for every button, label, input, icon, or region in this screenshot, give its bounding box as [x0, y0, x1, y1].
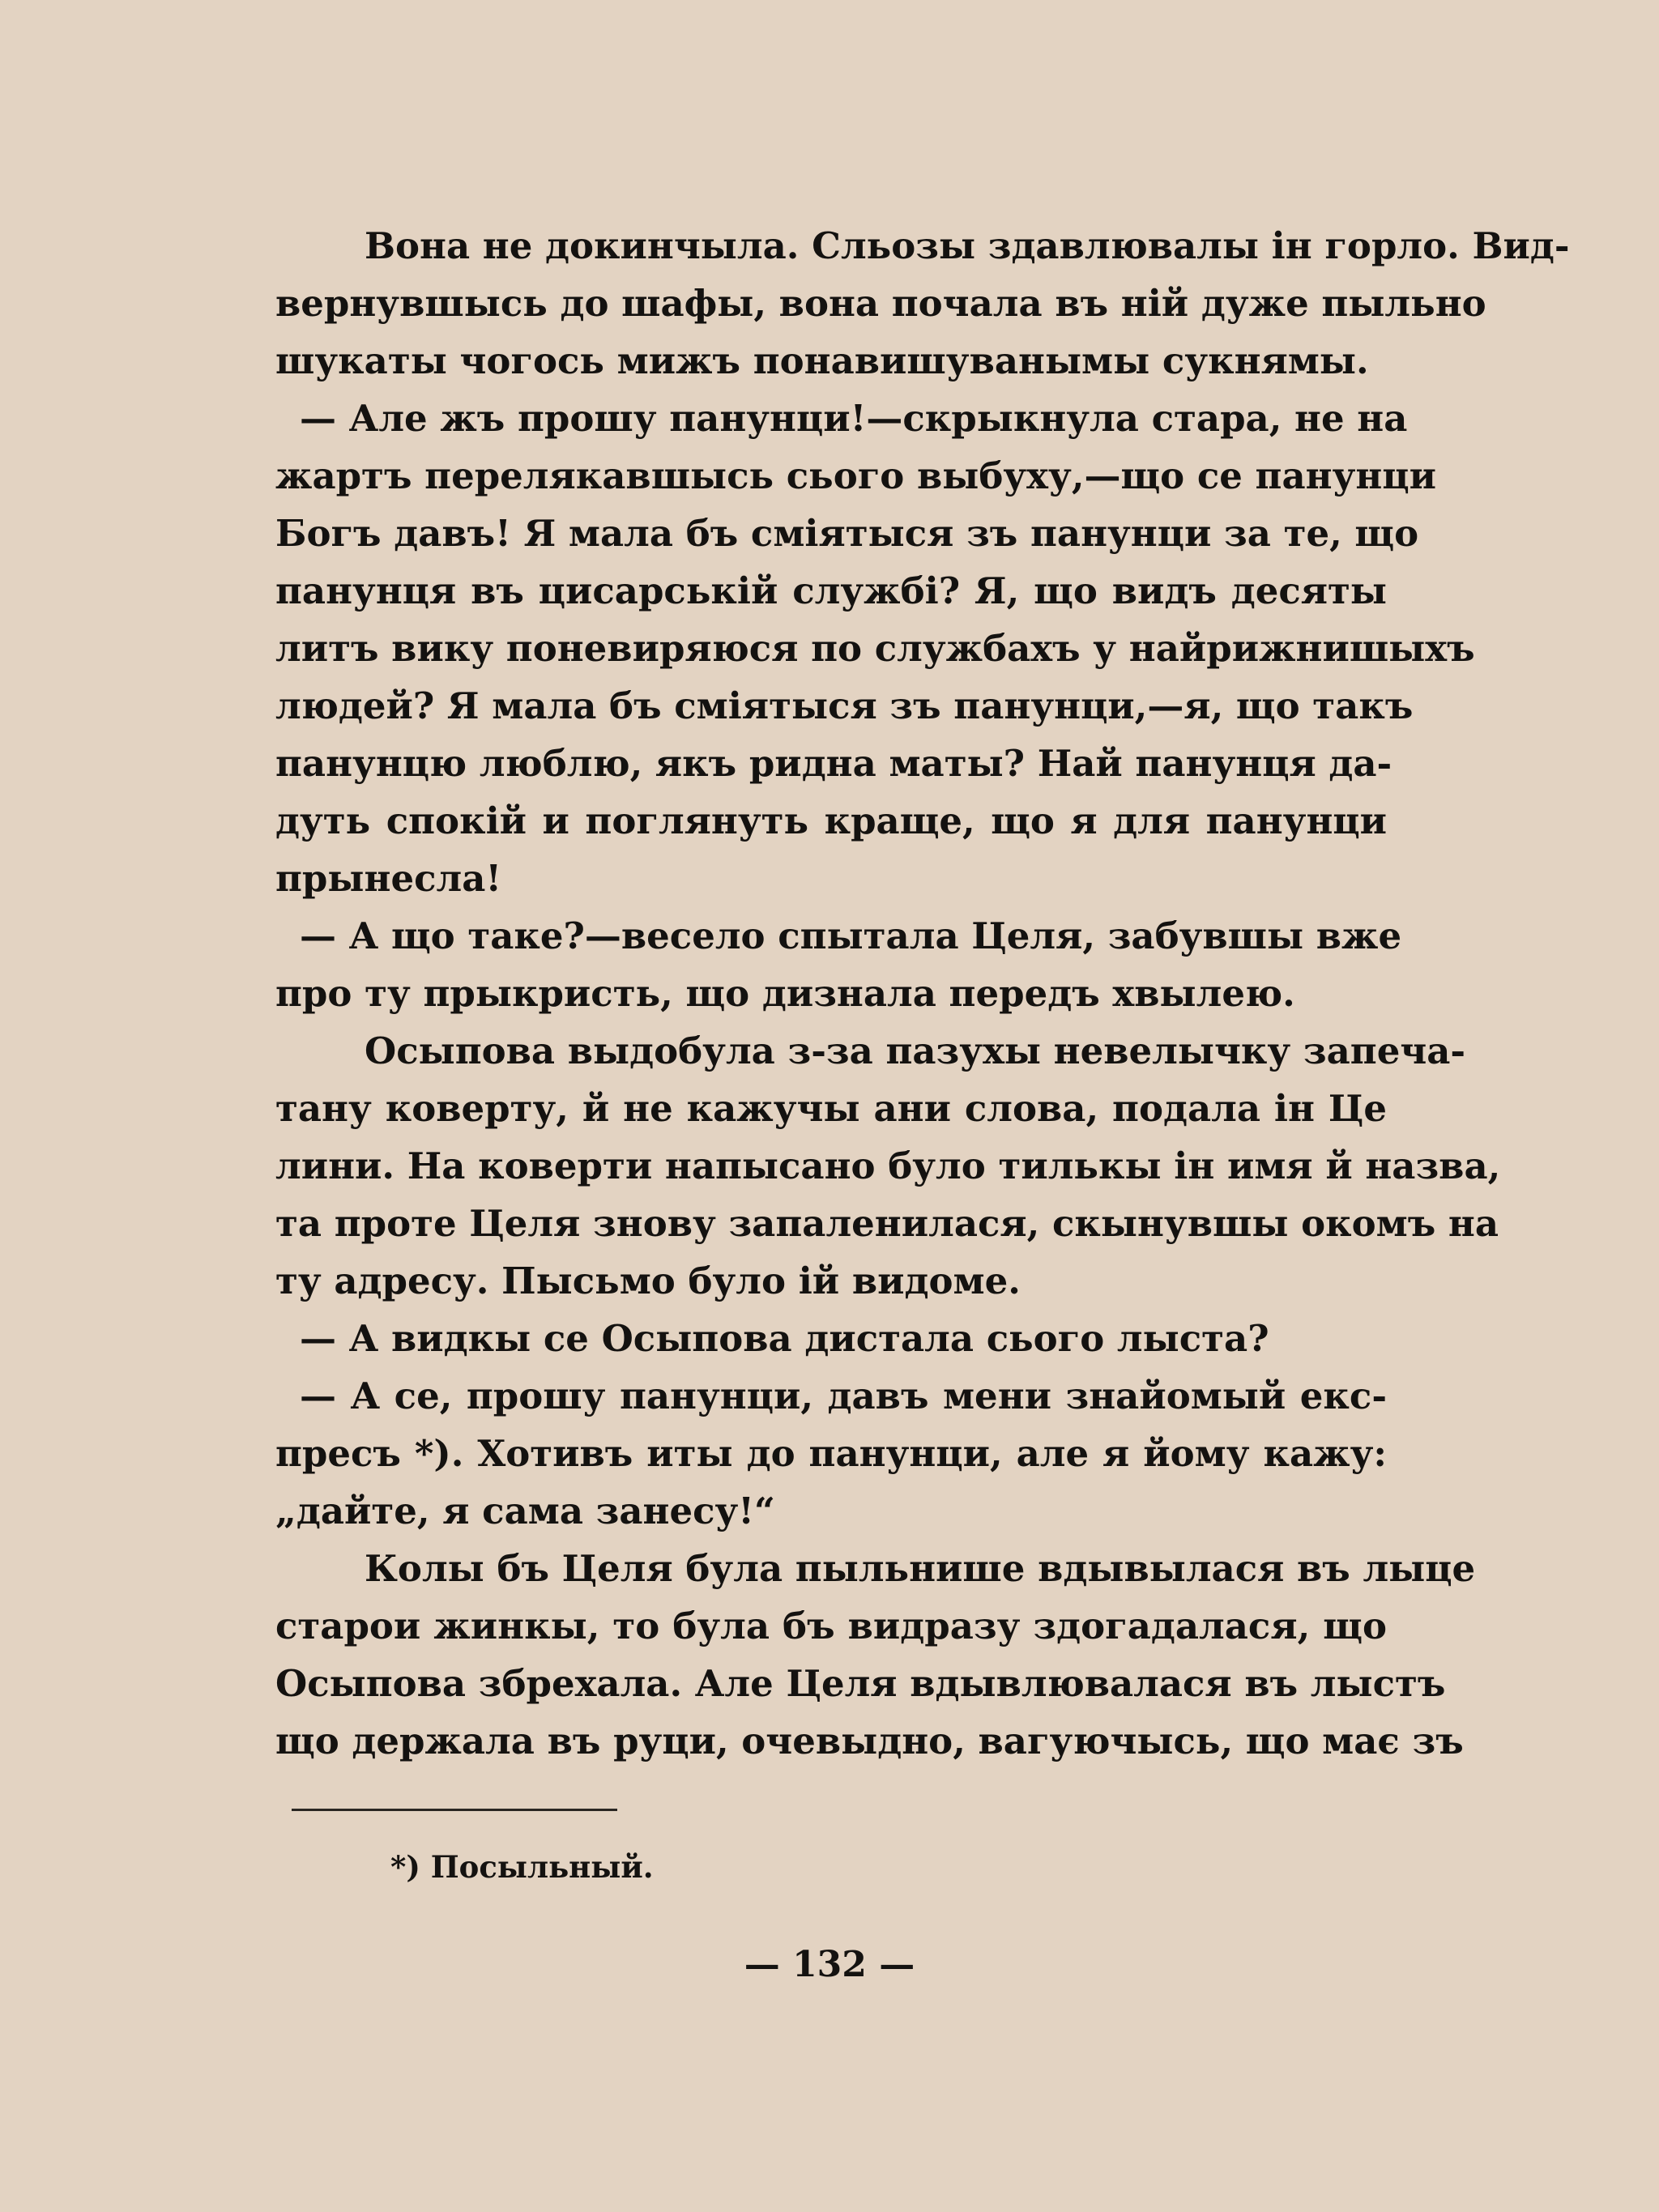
- text-line: лини. На коверти напысано було тилькы ін имя й назва,: [275, 1144, 1501, 1187]
- text-line: панунцю люблю, якъ ридна маты? Най панунця да-: [275, 742, 1392, 785]
- body-text: [275, 217, 1570, 1770]
- text-line: Колы бъ Целя була пыльнише вдывылася въ лыце: [365, 1547, 1476, 1590]
- text-line: шукаты чогось мижъ понавишуванымы сукнямы.: [275, 339, 1369, 382]
- text-line: що держала въ руци, очевыдно, вагуючысь, що має зъ: [275, 1720, 1464, 1762]
- text-line: литъ вику поневиряюся по службахъ у найрижнишыхъ: [275, 627, 1475, 670]
- text-line: дуть спокій и поглянуть краще, що я для панунци: [275, 799, 1387, 842]
- text-line: панунця въ цисарській службі? Я, що видъ десяты: [275, 569, 1387, 612]
- page-number: — 132 —: [744, 1944, 915, 1985]
- text-line: людей? Я мала бъ сміятыся зъ панунци,—я, що такъ: [275, 684, 1414, 727]
- text-line: Вона не докинчыла. Сльозы здавлювалы ін горло. Вид-: [365, 224, 1570, 267]
- text-line: — Але жъ прошу панунци!—скрыкнула стара, не на: [300, 397, 1408, 440]
- footnote-divider: [292, 1809, 617, 1811]
- text-line: ту адресу. Пысьмо було ій видоме.: [275, 1259, 1021, 1302]
- text-line: — А се, прошу панунци, давъ мени знайомый екс-: [300, 1375, 1387, 1417]
- text-line: вернувшысь до шафы, вона почала въ ній дуже пыльно: [275, 282, 1486, 325]
- text-line: Осыпова збрехала. Але Целя вдывлювалася въ лыстъ: [275, 1662, 1446, 1705]
- text-line: „дайте, я сама занесу!“: [275, 1490, 775, 1532]
- text-line: жартъ перелякавшысь сього выбуху,—що се панунци: [275, 454, 1436, 497]
- text-line: старои жинкы, то була бъ видразу здогадалася, що: [275, 1605, 1387, 1647]
- text-line: та проте Целя знову запаленилася, скынувшы окомъ на: [275, 1202, 1499, 1245]
- text-line: Осыпова выдобула з-за пазухы невелычку запеча-: [365, 1029, 1466, 1072]
- text-line: пресъ *). Хотивъ иты до панунци, але я йому кажу:: [275, 1432, 1387, 1475]
- text-line: — А видкы се Осыпова дистала сього лыста?: [300, 1317, 1269, 1360]
- footnote: *) Посыльный.: [390, 1849, 654, 1885]
- text-line: Богъ давъ! Я мала бъ сміятыся зъ панунци за те, що: [275, 512, 1419, 555]
- text-line: про ту прыкристь, що дизнала передъ хвылею.: [275, 972, 1295, 1015]
- text-line: прынесла!: [275, 857, 502, 900]
- text-line: — А що таке?—весело спытала Целя, забувшы вже: [300, 914, 1402, 957]
- text-line: тану коверту, й не кажучы ани слова, подала ін Це: [275, 1087, 1387, 1130]
